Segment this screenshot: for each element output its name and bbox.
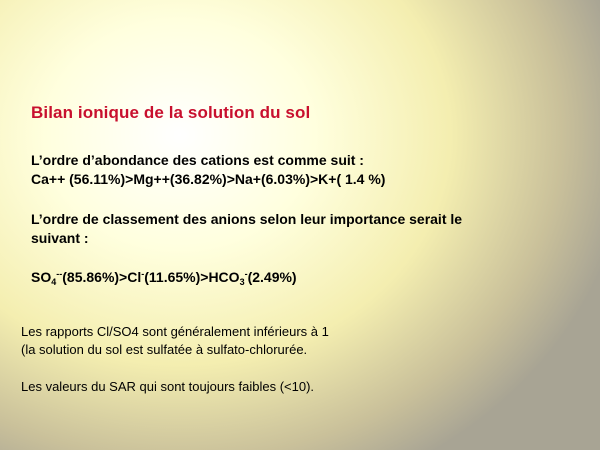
sulfate-subscript: 4: [51, 277, 57, 287]
bicarbonate-percent: (2.49%): [247, 269, 297, 285]
anions-intro-continuation: suivant :: [31, 230, 89, 246]
sar-text: Les valeurs du SAR qui sont toujours faibles (<10).: [21, 379, 315, 394]
ratios-paragraph: [21, 323, 329, 359]
sulfate-charge: --: [56, 269, 63, 279]
slide-title: Bilan ionique de la solution du sol: [31, 103, 311, 122]
ratios-text: Les rapports Cl/SO4 sont généralement inférieurs à 1: [21, 324, 329, 339]
anions-order-formula: [31, 268, 297, 287]
bicarbonate-charge: -: [244, 269, 248, 279]
bicarbonate-subscript: 3: [239, 277, 245, 287]
sulfate-percent-and-chloride: (85.86%)>Cl: [62, 269, 142, 285]
chloride-percent-and-bicarbonate: (11.65%)>HCO: [144, 269, 240, 285]
anions-paragraph: [31, 210, 462, 248]
anions-intro-text: L’ordre de classement des anions selon leur importance serait le: [31, 211, 463, 227]
sulfate-symbol: SO: [31, 269, 52, 285]
cations-order-text: Ca++ (56.11%)>Mg++(36.82%)>Na+(6.03%)>K+( 1.4 %): [31, 171, 386, 187]
chloride-charge: -: [141, 269, 145, 279]
cations-intro-text: L’ordre d’abondance des cations est comme suit :: [31, 152, 364, 168]
cations-paragraph: [31, 151, 385, 189]
ratios-explanation: (la solution du sol est sulfatée à sulfato-chlorurée.: [21, 342, 308, 357]
